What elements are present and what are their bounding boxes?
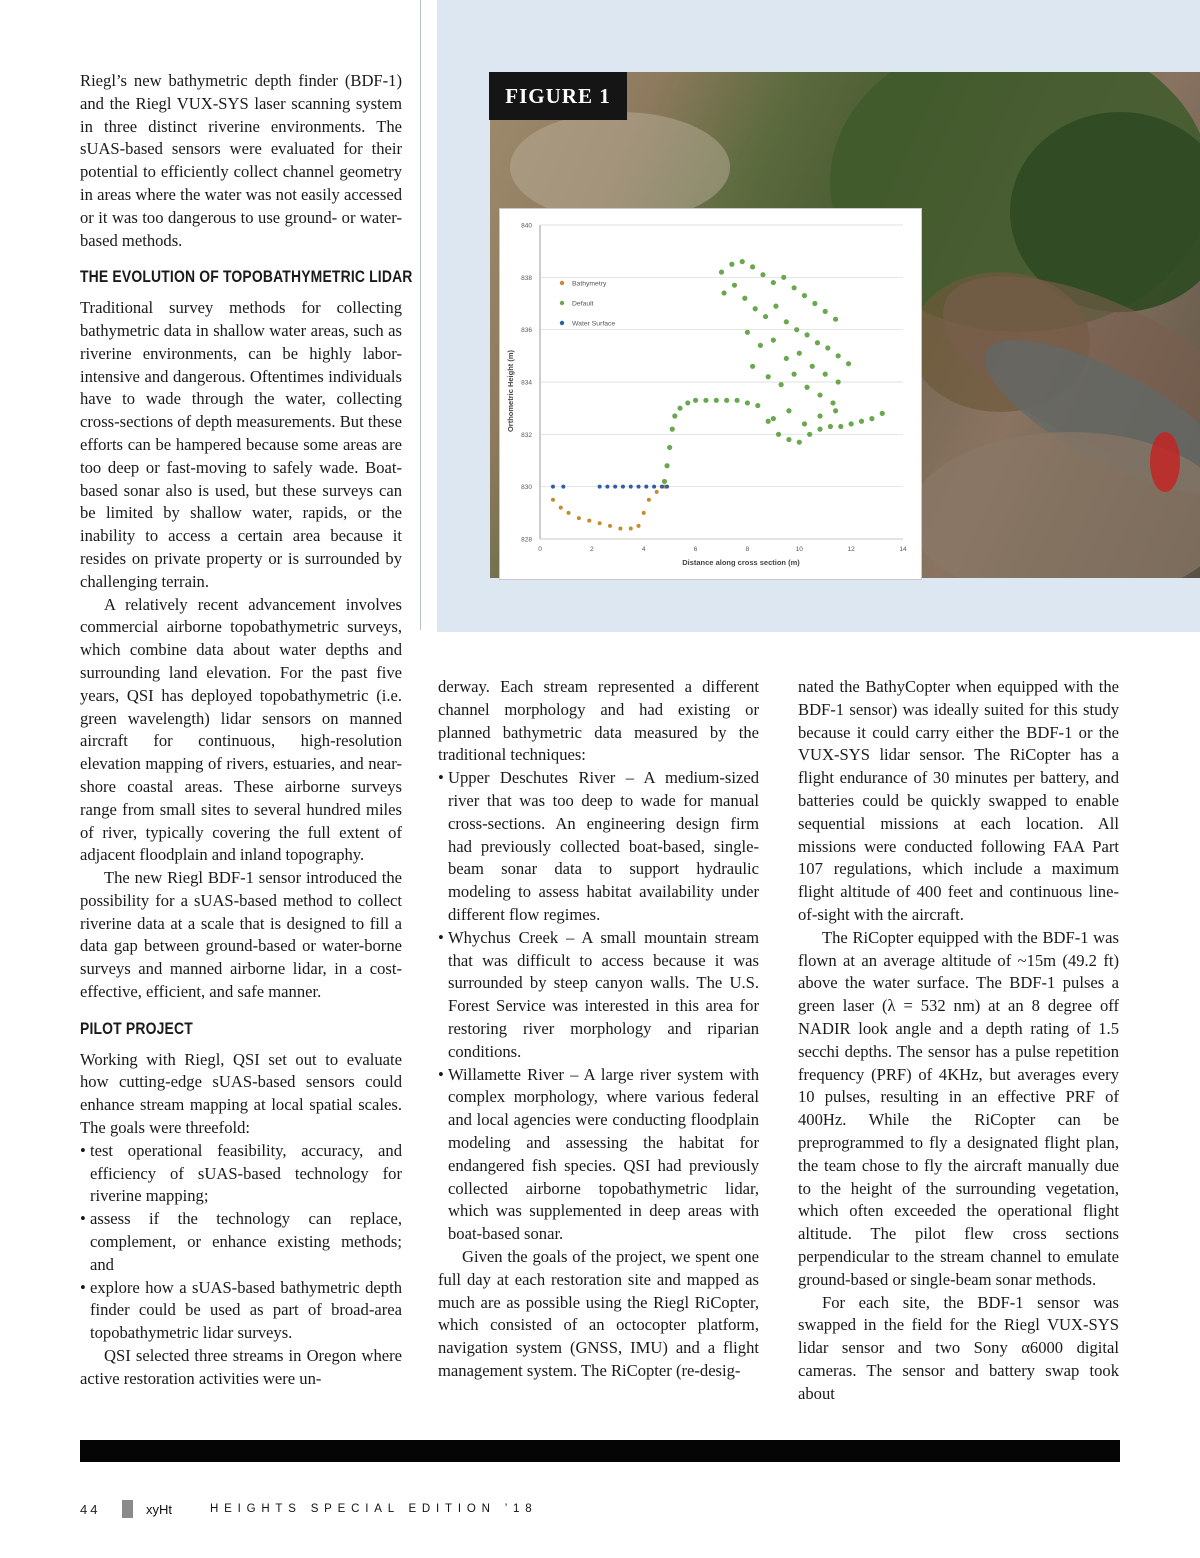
data-point-default (859, 419, 864, 424)
data-point-water-surface (660, 485, 664, 489)
x-tick-label: 8 (745, 546, 750, 553)
list-item: • Whychus Creek – A small mountain stream that was difficult to access because it was surrounded by steep canyon walls. The U.S. Forest Service was interested in this area for restoring river morphology and riparian conditions. (438, 927, 759, 1064)
data-point-water-surface (561, 485, 565, 489)
paragraph: nated the BathyCopter when equipped with the BDF-1 sensor) was ideally suited for this study because it could carry either the BDF-1 or the VUX-SYS lidar sensor. The RiCopter has a flight endurance of 30 minutes per battery, and batteries could be quickly swapped to enable sequential missions at each location. All missions were conducted following FAA Part 107 regulations, which include a maximum flight altitude of 400 feet and continuous line-of-sight with the aircraft. (798, 677, 1119, 924)
data-point-default (849, 421, 854, 426)
page-number: 44 (80, 1502, 101, 1517)
data-point-bathymetry (551, 498, 555, 502)
data-point-default (758, 343, 763, 348)
data-point-default (804, 332, 809, 337)
x-tick-label: 6 (693, 546, 698, 553)
section-heading-evolution: THE EVOLUTION OF TOPOBATHYMETRIC LIDAR (80, 267, 413, 287)
paragraph: Working with Riegl, QSI set out to evaluate how cutting-edge sUAS-based sensors could enhance stream mapping at local spatial scales. The goals were threefold: (80, 1049, 402, 1138)
data-point-water-surface (613, 485, 617, 489)
data-point-default (732, 283, 737, 288)
y-tick-label: 832 (521, 431, 532, 439)
data-point-default (833, 317, 838, 322)
data-point-default (779, 382, 784, 387)
data-point-default (784, 356, 789, 361)
list-item: • Willamette River – A large river system with complex morphology, where various federal and local agencies were conducting floodplain modeling and assessing the habitat for endangered fish species. QSI had previously collected airborne topobathymetric lidar, which was supplemented in deep areas with boat-based sonar. (438, 1064, 759, 1246)
y-axis-label: Orthometric Height (m) (506, 349, 515, 433)
legend-marker (560, 281, 564, 285)
data-point-water-surface (598, 485, 602, 489)
goals-list (80, 1140, 402, 1345)
data-point-default (721, 290, 726, 295)
data-point-default (804, 385, 809, 390)
data-point-default (750, 364, 755, 369)
paragraph: The new Riegl BDF-1 sensor introduced the possibility for a sUAS-based method to collect riverine data at a scale that is designed to fill a data gap between ground-based or water-borne surveys and manned airborne lidar, in a cost-effective, efficient, and safe manner. (80, 868, 402, 1002)
paragraph: Traditional survey methods for collecting bathymetric data in shallow water areas, such as riverine environments, can be highly labor-intensive and dangerous. Oftentimes individuals have to wade through the water, collecting cross-sections of depth measurements. But these efforts can be hampered because some areas are too deep or fast-moving to safely wade. Boat-based sonar also is used, but these surveys can be limited by shallow water, rapids, or the inability to access a certain area because it resides on private property or is surrounded by challenging terrain. (80, 298, 402, 591)
x-tick-label: 14 (899, 546, 907, 553)
data-point-default (836, 379, 841, 384)
data-point-default (745, 400, 750, 405)
paragraph: For each site, the BDF-1 sensor was swapped in the field for the Riegl VUX-SYS lidar sensor and two Sony α6000 digital cameras. The sensor and battery swap took about (798, 1292, 1119, 1403)
data-point-default (773, 304, 778, 309)
data-point-bathymetry (629, 527, 633, 531)
text-column-3 (798, 676, 1119, 1406)
paragraph: A relatively recent advancement involves commercial airborne topobathymetric surveys, which combine data about water depths and surrounding land elevation. For the past five years, QSI has deployed topobathymetric (i.e. green wavelength) lidar sensors on manned aircraft for continuous, high-resolution elevation mapping of rivers, estuaries, and near-shore coastal areas. These airborne surveys range from small sites to several hundred miles of river, typically covering the full extent of adjacent floodplain and inland topography. (80, 594, 402, 865)
data-point-bathymetry (637, 524, 641, 528)
legend-entry: Default (572, 300, 594, 308)
data-point-default (830, 400, 835, 405)
data-point-default (703, 398, 708, 403)
data-point-default (729, 262, 734, 267)
text-column-2 (438, 676, 759, 1383)
data-point-default (753, 306, 758, 311)
data-point-default (672, 413, 677, 418)
data-point-default (740, 259, 745, 264)
data-point-default (677, 406, 682, 411)
data-point-default (662, 479, 667, 484)
data-point-default (833, 408, 838, 413)
data-point-default (792, 285, 797, 290)
data-point-default (742, 296, 747, 301)
data-point-default (766, 374, 771, 379)
data-point-water-surface (621, 485, 625, 489)
data-point-default (755, 403, 760, 408)
x-tick-label: 10 (795, 546, 803, 553)
data-point-default (836, 353, 841, 358)
data-point-default (776, 432, 781, 437)
data-point-default (838, 424, 843, 429)
legend-marker (560, 301, 564, 305)
brand-logo: xyHt (146, 1502, 172, 1517)
data-point-default (664, 463, 669, 468)
data-point-default (823, 372, 828, 377)
scatter-chart (500, 209, 921, 579)
data-point-bathymetry (567, 511, 571, 515)
data-point-default (802, 293, 807, 298)
paragraph: The RiCopter equipped with the BDF-1 was flown at an average altitude of ~15m (49.2 ft) above the water surface. The BDF-1 pulses a green laser (λ = 532 nm) at an 8 degree off NADIR look angle and a depth rating of 1.5 secchi depths. The sensor has a pulse repetition frequency (PRF) of 4KHz, but averages every 10 pulses, resulting in an effective PRF of 400Hz. While the RiCopter can be preprogrammed to fly a designated flight plan, the team chose to fly the aircraft manually due to the height of the surrounding vegetation, which often exceeded the operational flight altitude. The pilot flew cross sections perpendicular to the stream channel to emulate ground-based or single-beam sonar methods. (798, 927, 1119, 1289)
data-point-default (670, 427, 675, 432)
x-tick-label: 0 (538, 546, 542, 553)
paragraph: derway. Each stream represented a different channel morphology and had existing or planned bathymetric data measured by the traditional techniques: (438, 677, 759, 765)
data-point-default (784, 319, 789, 324)
data-point-default (846, 361, 851, 366)
data-point-bathymetry (559, 506, 563, 510)
data-point-default (825, 345, 830, 350)
data-point-bathymetry (598, 521, 602, 525)
list-item: • assess if the technology can replace, complement, or enhance existing methods; and (80, 1208, 402, 1276)
data-point-default (766, 419, 771, 424)
data-point-default (745, 330, 750, 335)
data-point-water-surface (652, 485, 656, 489)
data-point-default (763, 314, 768, 319)
text-column-1 (80, 70, 413, 1391)
data-point-default (685, 400, 690, 405)
y-tick-label: 828 (521, 536, 532, 544)
y-tick-label: 834 (521, 379, 532, 387)
data-point-default (880, 411, 885, 416)
streams-list (438, 767, 759, 1246)
paragraph: QSI selected three streams in Oregon where active restoration activities were un- (80, 1346, 402, 1388)
data-point-default (724, 398, 729, 403)
data-point-bathymetry (608, 524, 612, 528)
data-point-default (812, 301, 817, 306)
data-point-water-surface (629, 485, 633, 489)
data-point-bathymetry (587, 519, 591, 523)
x-tick-label: 12 (847, 546, 855, 553)
data-point-default (719, 270, 724, 275)
data-point-water-surface (644, 485, 648, 489)
section-heading-pilot-project: PILOT PROJECT (80, 1018, 193, 1038)
legend-entry: Bathymetry (572, 280, 607, 288)
data-point-default (815, 340, 820, 345)
x-axis-label: Distance along cross section (m) (682, 558, 800, 567)
data-point-default (823, 309, 828, 314)
data-point-bathymetry (577, 516, 581, 520)
footer-separator (122, 1500, 133, 1518)
data-point-default (794, 327, 799, 332)
chart-container (499, 208, 922, 580)
intro-paragraph: Riegl’s new bathymetric depth finder (BDF-1) and the Riegl VUX-SYS laser scanning system in three distinct riverine environments. The sUAS-based sensors were evaluated for their potential to efficiently collect channel geometry in areas where the water was not easily accessed or it was too dangerous to use ground- or water-based methods. (80, 71, 402, 250)
data-point-default (792, 372, 797, 377)
data-point-water-surface (605, 485, 609, 489)
data-point-water-surface (637, 485, 641, 489)
y-tick-label: 830 (521, 484, 532, 492)
data-point-default (667, 445, 672, 450)
x-tick-label: 4 (641, 546, 646, 553)
data-point-default (734, 398, 739, 403)
data-point-default (781, 275, 786, 280)
data-point-default (797, 440, 802, 445)
data-point-default (817, 427, 822, 432)
y-tick-label: 836 (521, 327, 532, 335)
data-point-bathymetry (642, 511, 646, 515)
data-point-default (760, 272, 765, 277)
legend-entry: Water Surface (572, 320, 616, 328)
data-point-water-surface (665, 485, 669, 489)
data-point-default (869, 416, 874, 421)
data-point-default (750, 264, 755, 269)
data-point-default (693, 398, 698, 403)
data-point-default (828, 424, 833, 429)
data-point-default (797, 351, 802, 356)
data-point-bathymetry (655, 490, 659, 494)
list-item: • test operational feasibility, accuracy, and efficiency of sUAS-based technology for riverine mapping; (80, 1140, 402, 1208)
list-item: • explore how a sUAS-based bathymetric depth finder could be used as part of broad-area topobathymetric lidar surveys. (80, 1277, 402, 1345)
figure-label: FIGURE 1 (489, 72, 627, 120)
data-point-default (817, 392, 822, 397)
list-item: • Upper Deschutes River – A medium-sized river that was too deep to wade for manual cross-sections. An engineering design firm had previously collected boat-based, single-beam sonar data to support hydraulic modeling to assess habitat availability under different flow regimes. (438, 767, 759, 927)
column-rule (420, 0, 421, 630)
data-point-default (714, 398, 719, 403)
data-point-default (786, 437, 791, 442)
paragraph: Given the goals of the project, we spent one full day at each restoration site and mapped as much are as possible using the Riegl RiCopter, which consisted of an octocopter platform, navigation system (GNSS, IMU) and a flight management system. The RiCopter (re-desig- (438, 1246, 759, 1380)
data-point-default (817, 413, 822, 418)
data-point-bathymetry (647, 498, 651, 502)
edition-title: HEIGHTS SPECIAL EDITION ’18 (210, 1503, 538, 1515)
data-point-default (771, 280, 776, 285)
data-point-bathymetry (618, 527, 622, 531)
y-tick-label: 838 (521, 274, 532, 282)
y-tick-label: 840 (521, 222, 532, 230)
footer-bar (80, 1440, 1120, 1462)
legend-marker (560, 321, 564, 325)
data-point-default (810, 364, 815, 369)
data-point-water-surface (551, 485, 555, 489)
data-point-default (771, 338, 776, 343)
data-point-default (786, 408, 791, 413)
x-tick-label: 2 (590, 546, 594, 553)
data-point-default (807, 432, 812, 437)
data-point-default (771, 416, 776, 421)
data-point-default (802, 421, 807, 426)
